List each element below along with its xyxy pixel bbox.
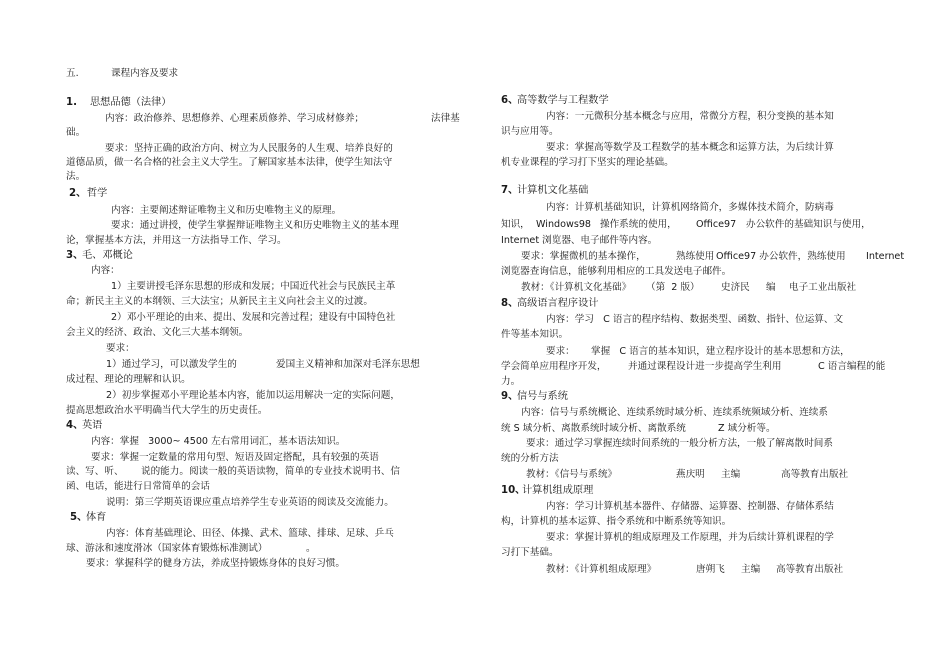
course-8-line: 力。	[501, 376, 521, 387]
course-10-textbook: 教材：《计算机组成原理》	[546, 564, 657, 575]
course-7-line: Office97	[696, 219, 737, 230]
course-6-title: 高等数学与工程数学	[517, 95, 609, 106]
course-7-textbook-role: 编	[766, 282, 776, 293]
course-1-content: 内容：政治修养、思想修养、心理素质修养、学习成材修养；	[105, 113, 365, 124]
course-5-content: 内容：体育基础理论、田径、体操、武术、篮球、排球、足球、乒乓	[106, 528, 394, 539]
course-8-line: 学会简单应用程序开发，	[501, 361, 607, 372]
course-1-title: 思想品德（法律）	[90, 97, 172, 108]
course-10-line: 构，计算机的基本运算、指令系统和中断系统等知识。	[501, 516, 732, 527]
course-7-line: Internet	[866, 251, 905, 262]
course-9-content: 内容：信号与系统概论、连续系统时域分析、连续系统频域分析、连续系	[521, 407, 828, 418]
course-4-requirement: 要求：掌握一定数量的常用句型、短语及固定搭配，具有较强的英语	[91, 452, 379, 463]
course-6-line: 机专业课程的学习打下坚实的理论基础。	[501, 157, 674, 168]
course-8-line: C 语言编程的能	[818, 361, 886, 372]
course-7-line: 熟练使用	[676, 251, 715, 262]
course-8-title: 高级语言程序设计	[517, 298, 599, 309]
course-7-line: 知识，	[501, 219, 530, 230]
course-7-textbook: 教材：《计算机文化基础》	[521, 282, 632, 293]
course-7-title: 计算机文化基础	[517, 185, 589, 196]
course-3-line: 1）主要讲授毛泽东思想的形成和发展；中国近代社会与民族民主革	[111, 281, 396, 292]
course-9-textbook-author: 燕庆明	[676, 469, 705, 480]
course-3-line: 2）邓小平理论的由来、提出、发展和完善过程；建设有中国特色社	[111, 312, 396, 323]
course-5-number: 5、	[70, 512, 88, 523]
course-1-number: 1.	[66, 97, 77, 108]
course-5-requirement: 要求：掌握科学的健身方法，养成坚持锻炼身体的良好习惯。	[86, 558, 346, 569]
course-6-requirement: 要求：掌握高等数学及工程数学的基本概念和运算方法，为后续计算	[546, 142, 834, 153]
course-9-textbook-publisher: 高等教育出版社	[781, 469, 849, 480]
course-5-title: 体育	[86, 512, 107, 523]
course-2-line: 论，掌握基本方法，并用这一方法指导工作、学习。	[66, 235, 287, 246]
course-7-line: Windows98	[536, 219, 592, 230]
section-number: 五.	[66, 68, 79, 79]
course-10-requirement: 要求：掌握计算机的组成原理及工作原理，并为后续计算机课程的学	[546, 532, 834, 543]
course-1-content-cont: 法律基	[431, 113, 460, 124]
course-9-number: 9、	[501, 391, 519, 402]
course-10-content: 内容：学习计算机基本器件、存储器、运算器、控制器、存储体系结	[546, 501, 834, 512]
course-9-line: Z 域分析等。	[718, 423, 776, 434]
course-2-number: 2、	[69, 188, 87, 199]
course-9-textbook-role: 主编	[721, 469, 741, 480]
course-10-textbook-author: 唐朔飞	[696, 564, 725, 575]
course-9-title: 信号与系统	[517, 391, 568, 402]
course-9-requirement: 要求：通过学习掌握连续时间系统的一般分析方法，一般了解离散时间系	[526, 438, 833, 449]
course-7-line: 办公软件的基础知识与使用，	[746, 219, 871, 230]
course-3-content: 内容：	[91, 265, 120, 276]
course-1-line: 础。	[66, 127, 86, 138]
course-4-content: 内容：掌握 3000~ 4500 左右常用词汇，基本语法知识。	[91, 436, 346, 447]
course-6-line: 识与应用等。	[501, 126, 559, 137]
course-10-textbook-role: 主编	[741, 564, 761, 575]
course-8-line: 并通过课程设计进一步提高学生利用	[628, 361, 782, 372]
course-6-number: 6、	[501, 95, 519, 106]
course-5-line: 球、游泳和速度滑冰（国家体育锻炼标准测试）	[66, 543, 268, 554]
course-7-textbook-publisher: 电子工业出版社	[789, 282, 857, 293]
course-4-title: 英语	[82, 420, 103, 431]
course-7-requirement: 要求：掌握微机的基本操作，	[521, 251, 646, 262]
course-9-textbook: 教材：《信号与系统》	[526, 469, 618, 480]
course-1-line: 法。	[66, 171, 86, 182]
course-2-title: 哲学	[87, 188, 108, 199]
course-7-line: Internet 浏览器、电子邮件等内容。	[501, 235, 658, 246]
course-1-line: 道德品质，做一名合格的社会主义大学生。了解国家基本法律，使学生知法守	[66, 157, 393, 168]
course-10-number: 10、	[501, 485, 526, 496]
course-8-content: 内容：学习 C 语言的程序结构、数据类型、函数、指针、位运算、文	[546, 314, 844, 325]
course-1-requirement: 要求：坚持正确的政治方向、树立为人民服务的人生观、培养良好的	[105, 143, 393, 154]
course-7-number: 7、	[501, 185, 519, 196]
course-3-line: 会主义的经济、政治、文化三大基本纲领。	[66, 327, 249, 338]
course-8-line: 掌握 C 语言的基本知识，建立程序设计的基本思想和方法，	[591, 346, 850, 357]
course-4-number: 4、	[66, 420, 84, 431]
course-2-requirement: 要求：通过讲授，使学生掌握辩证唯物主义和历史唯物主义的基本理	[111, 220, 399, 231]
course-9-line: 统的分析方法	[501, 453, 559, 464]
course-4-line-cont: 说的能力。阅读一般的英语读物，简单的专业技术说明书、信	[141, 466, 401, 477]
course-7-line: 操作系统的使用，	[600, 219, 677, 230]
course-3-line: 1）通过学习，可以激发学生的	[106, 359, 237, 370]
course-8-requirement: 要求：	[546, 346, 575, 357]
course-3-line: 2）初步掌握邓小平理论基本内容，能加以运用解决一定的实际问题，	[106, 390, 400, 401]
course-8-number: 8、	[501, 298, 519, 309]
course-4-note: 说明：第三学期英语课应重点培养学生专业英语的阅读及交流能力。	[106, 497, 394, 508]
course-3-line: 命；新民主主义的本纲领、三大法宝；从新民主主义向社会主义的过渡。	[66, 296, 373, 307]
course-3-title: 毛、邓概论	[82, 250, 133, 261]
course-7-line: 浏览器查询信息，能够利用相应的工具发送电子邮件。	[501, 266, 732, 277]
course-3-line-cont: 爱国主义精神和加深对毛泽东思想	[276, 359, 420, 370]
course-5-line-cont: 。	[306, 543, 316, 554]
course-10-title: 计算机组成原理	[522, 485, 594, 496]
course-3-requirement: 要求：	[106, 343, 135, 354]
course-7-textbook-edition: （第 2 版）	[646, 282, 700, 293]
course-6-content: 内容：一元微积分基本概念与应用，常微分方程，积分变换的基本知	[546, 111, 834, 122]
course-7-textbook-author: 史济民	[721, 282, 750, 293]
course-2-content: 内容：主要阐述辩证唯物主义和历史唯物主义的原理。	[111, 205, 342, 216]
course-3-line: 成过程、理论的理解和认识。	[66, 374, 191, 385]
course-4-line: 读、写、听、	[66, 466, 124, 477]
section-title: 课程内容及要求	[111, 68, 179, 79]
course-10-textbook-publisher: 高等教育出版社	[776, 564, 844, 575]
course-4-line: 函、电话，能进行日常简单的会话	[66, 481, 210, 492]
course-8-line: 件等基本知识。	[501, 329, 569, 340]
course-9-line: 统 S 域分析、离散系统时域分析、离散系统	[501, 423, 686, 434]
course-3-line: 提高思想政治水平明确当代大学生的历史责任。	[66, 405, 268, 416]
course-7-line: Office97 办公软件，熟练使用	[716, 251, 846, 262]
course-3-number: 3、	[66, 250, 84, 261]
course-7-content: 内容：计算机基础知识，计算机网络简介，多媒体技术简介，防病毒	[546, 202, 834, 213]
course-10-line: 习打下基础。	[501, 547, 559, 558]
